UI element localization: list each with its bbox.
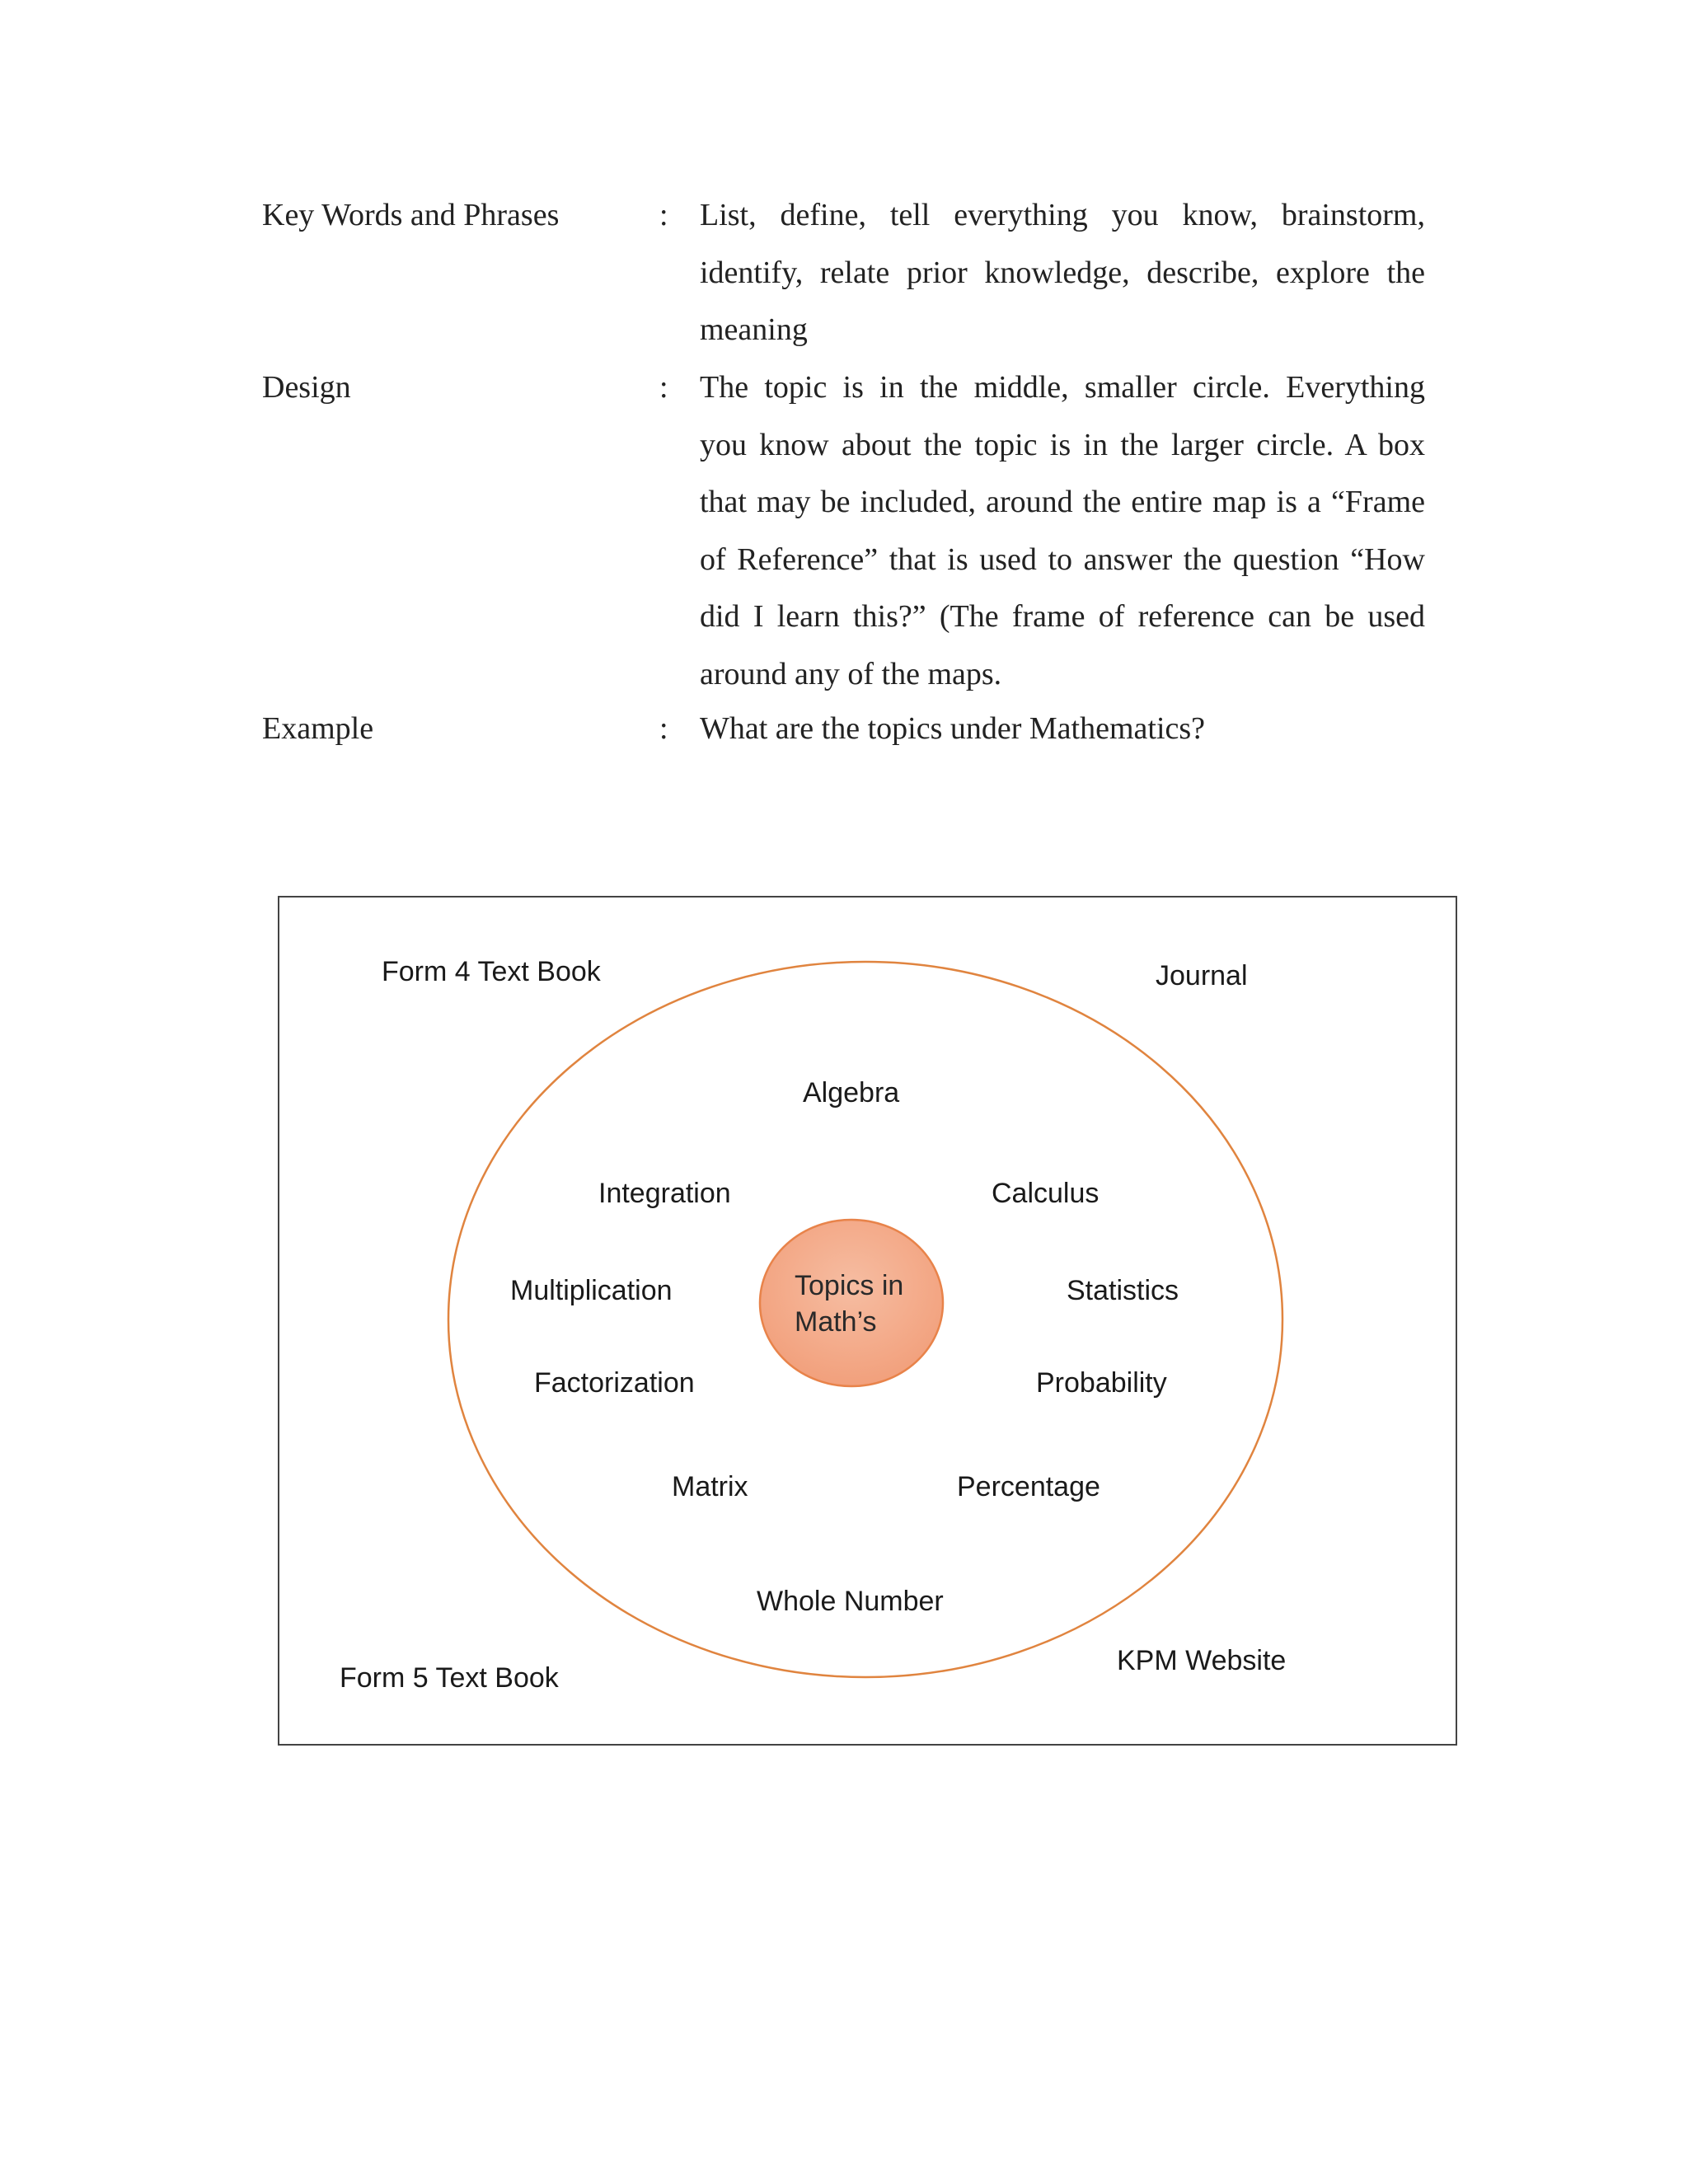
topic-percentage: Percentage <box>957 1471 1100 1502</box>
topic-whole-number: Whole Number <box>757 1586 944 1617</box>
definition-line: The topic is in the middle, smaller circle. Everything <box>700 370 1425 405</box>
example-term: Example <box>262 711 374 746</box>
center-topic-line: Math’s <box>795 1306 877 1338</box>
definition-line: identify, relate prior knowledge, describe, explore the <box>700 255 1425 290</box>
design-term: Design <box>262 370 351 405</box>
definition-line: you know about the topic is in the larger circle. A box <box>700 427 1425 462</box>
key-words-colon: : <box>659 198 668 232</box>
definition-line: did I learn this?” (The frame of reference can be used <box>700 599 1425 634</box>
definition-line: What are the topics under Mathematics? <box>700 711 1206 746</box>
topic-matrix: Matrix <box>672 1471 748 1502</box>
definition-line: meaning <box>700 312 808 347</box>
definition-line: List, define, tell everything you know, brainstorm, <box>700 198 1425 232</box>
topic-statistics: Statistics <box>1067 1275 1179 1306</box>
reference-kpm-website: KPM Website <box>1117 1645 1287 1676</box>
key-words-term: Key Words and Phrases <box>262 198 560 232</box>
definition-line: that may be included, around the entire map is a “Frame <box>700 485 1425 519</box>
reference-form-5-text-book: Form 5 Text Book <box>340 1662 559 1694</box>
topic-algebra: Algebra <box>803 1077 900 1108</box>
center-topic <box>795 1268 903 1340</box>
reference-form-4-text-book: Form 4 Text Book <box>382 956 601 987</box>
topic-integration: Integration <box>598 1178 731 1209</box>
topic-multiplication: Multiplication <box>510 1275 673 1306</box>
center-topic-line: Topics in <box>795 1270 904 1301</box>
example-colon: : <box>659 711 668 746</box>
topic-probability: Probability <box>1036 1367 1167 1399</box>
definition-line: of Reference” that is used to answer the question “How <box>700 541 1425 577</box>
definition-line: around any of the maps. <box>700 656 1002 691</box>
design-definition <box>700 359 1425 703</box>
example-definition <box>700 701 1425 758</box>
reference-journal: Journal <box>1156 960 1248 991</box>
topic-calculus: Calculus <box>992 1178 1100 1209</box>
topic-factorization: Factorization <box>534 1367 695 1399</box>
key-words-definition <box>700 187 1425 359</box>
design-colon: : <box>659 370 668 405</box>
